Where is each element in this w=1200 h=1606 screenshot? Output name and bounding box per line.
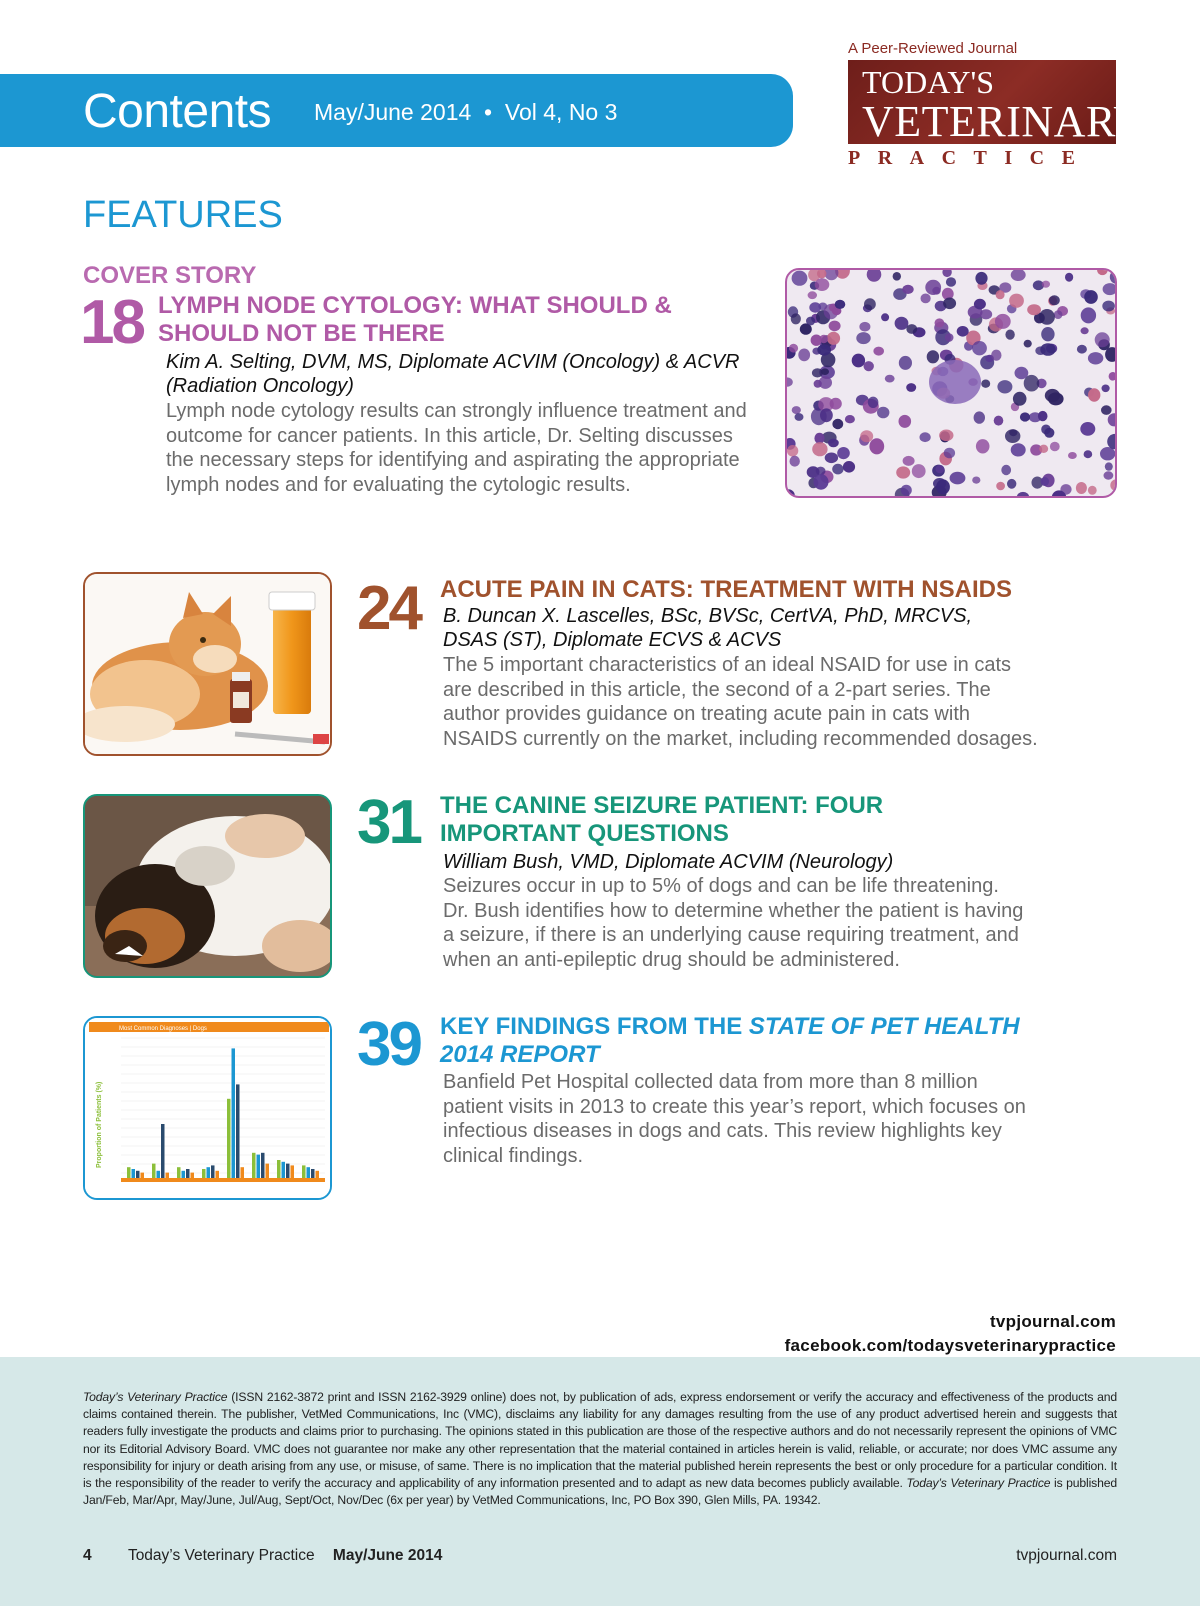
article-description: [166, 399, 747, 497]
thumb-bar: [277, 1160, 281, 1178]
cell-shape: [821, 368, 829, 375]
cell-shape: [1039, 445, 1048, 453]
cell-shape: [921, 294, 931, 304]
cell-shape: [1024, 340, 1032, 348]
cell-shape: [864, 298, 876, 310]
desc-line: NSAIDS currently on the market, including recommended dosages.: [443, 727, 1038, 750]
cell-shape: [1009, 294, 1024, 308]
peer-reviewed-label: A Peer-Reviewed Journal: [848, 40, 1018, 57]
cell-shape: [896, 466, 910, 478]
desc-line: patient visits in 2013 to create this year’s report, which focuses on: [443, 1095, 1026, 1118]
cell-shape: [820, 335, 829, 343]
cell-shape: [944, 448, 955, 459]
footer-journal: Today’s Veterinary Practice: [127, 1547, 315, 1564]
cell-shape: [1109, 372, 1117, 381]
cell-shape: [1011, 443, 1026, 456]
thumb-bar: [207, 1167, 211, 1178]
cell-shape: [995, 314, 1011, 329]
cell-shape: [869, 438, 884, 454]
article-title-line: THE CANINE SEIZURE PATIENT: FOUR: [440, 792, 884, 819]
cell-shape: [976, 439, 990, 453]
cell-shape: [945, 333, 954, 342]
cell-shape: [795, 413, 804, 421]
cell-shape: [837, 447, 850, 459]
cell-shape: [1103, 283, 1117, 295]
logo-line-practice: PRACTICE: [848, 147, 1093, 169]
dog-seizure-image: [83, 794, 332, 978]
desc-line: lymph nodes and for evaluating the cytologic results.: [166, 473, 631, 496]
thumb-bar: [232, 1048, 236, 1178]
thumb-bar: [191, 1173, 195, 1178]
cat-illustration: [85, 574, 332, 756]
thumb-bar: [261, 1153, 265, 1178]
cell-shape: [895, 317, 909, 330]
article-author: [443, 850, 893, 874]
logo-line-todays: TODAY'S: [862, 64, 995, 100]
cat-medication-image: [83, 572, 332, 756]
thumb-bar: [282, 1162, 286, 1178]
author-line: Kim A. Selting, DVM, MS, Diplomate ACVIM (Oncology) & ACVR: [166, 351, 740, 373]
cell-shape: [936, 465, 945, 473]
cell-shape: [856, 332, 870, 344]
cell-shape: [902, 285, 913, 294]
desc-line: Banfield Pet Hospital collected data from more than 8 million: [443, 1071, 978, 1093]
cell-shape: [933, 478, 946, 489]
cell-shape: [1017, 492, 1029, 498]
disclaimer-text: [83, 1389, 1117, 1509]
cell-shape: [906, 383, 916, 392]
cell-shape: [1027, 304, 1041, 315]
cell-shape: [906, 324, 917, 334]
cell-shape: [1040, 343, 1055, 356]
cell-shape: [787, 489, 795, 498]
page-footer: [83, 1547, 1117, 1565]
thumbnail-bar-chart: [85, 1018, 332, 1200]
article-title[interactable]: [440, 1013, 1020, 1069]
cell-shape: [957, 326, 969, 337]
cell-shape: [1050, 442, 1060, 451]
thumb-bar: [166, 1173, 170, 1178]
footer-site[interactable]: tvpjournal.com: [1016, 1547, 1117, 1564]
cell-shape: [843, 461, 855, 473]
desc-line: the necessary steps for identifying and aspirating the appropriate: [166, 449, 740, 471]
cell-shape: [885, 375, 895, 383]
article-page-number: 31: [357, 788, 420, 857]
cell-shape: [829, 321, 841, 332]
cell-shape: [972, 341, 987, 355]
cell-shape: [792, 406, 801, 414]
website-link[interactable]: tvpjournal.com: [989, 1312, 1116, 1331]
thumb-chart-title: Most Common Diagnoses | Dogs: [119, 1026, 207, 1032]
cell-shape: [835, 300, 846, 309]
cell-shape: [825, 453, 838, 464]
cell-shape: [997, 380, 1012, 393]
cell-shape: [1080, 422, 1095, 436]
cell-shape: [819, 376, 832, 389]
cell-shape: [943, 298, 956, 310]
cell-shape: [920, 432, 931, 442]
cell-shape: [1068, 452, 1077, 459]
thumb-bar: [236, 1084, 240, 1178]
cell-shape: [974, 411, 985, 423]
cytology-image: [785, 268, 1117, 498]
cell-shape: [1088, 486, 1097, 495]
cell-shape: [867, 270, 882, 282]
cell-shape: [1042, 281, 1050, 288]
cell-shape: [1039, 309, 1055, 325]
cell-shape: [903, 456, 915, 466]
cell-shape: [1065, 273, 1073, 282]
article-description: [443, 1070, 1026, 1168]
desc-line: a seizure, if there is an underlying cause requiring treatment, and: [443, 924, 1019, 946]
cell-shape: [974, 299, 986, 310]
cell-shape: [981, 380, 990, 388]
thumb-bar: [202, 1169, 206, 1178]
article-description: [443, 653, 1038, 751]
thumb-bar: [157, 1171, 161, 1178]
cell-shape: [832, 464, 843, 475]
cell-shape: [994, 416, 1004, 426]
cell-shape: [1084, 450, 1093, 458]
thumb-bar: [141, 1173, 145, 1178]
desc-line: infectious diseases in dogs and cats. This review highlights key: [443, 1120, 1002, 1142]
article-title[interactable]: [440, 576, 1012, 604]
cell-shape: [1049, 295, 1060, 305]
thumb-bar: [252, 1153, 256, 1178]
cell-shape: [792, 271, 808, 286]
article-author: [166, 350, 740, 398]
cell-shape: [950, 472, 966, 485]
cell-shape: [1110, 270, 1117, 284]
features-heading: FEATURES: [83, 194, 283, 236]
cell-shape: [815, 278, 830, 291]
author-line: William Bush, VMD, Diplomate ACVIM (Neurology): [443, 851, 894, 873]
dog-illustration: [85, 796, 332, 978]
footer-page-number: 4: [83, 1547, 92, 1564]
cell-shape: [1041, 425, 1051, 435]
cell-shape: [1011, 270, 1026, 281]
cell-shape: [852, 354, 865, 368]
cell-shape: [1041, 327, 1054, 341]
article-page-number: 39: [357, 1010, 420, 1079]
cell-shape: [1104, 471, 1114, 479]
cell-shape: [1101, 405, 1112, 415]
cell-shape: [827, 332, 840, 345]
large-cell-shape: [929, 360, 981, 404]
cell-shape: [824, 270, 838, 280]
issue-info: May/June 2014 • Vol 4, No 3: [314, 99, 618, 125]
cell-shape: [868, 397, 879, 408]
web-links: [785, 1310, 1116, 1358]
thumb-bar: [302, 1165, 306, 1178]
article-title-line: [440, 1013, 1020, 1041]
cell-shape: [877, 407, 889, 419]
facebook-link[interactable]: facebook.com/todaysveterinarypractice: [784, 1336, 1116, 1355]
desc-line: Seizures occur in up to 5% of dogs and can be life threatening.: [443, 875, 999, 897]
thumb-bar: [311, 1169, 315, 1178]
cell-shape: [1102, 301, 1115, 312]
cell-shape: [881, 313, 889, 321]
cell-shape: [828, 439, 839, 448]
footer-issue: May/June 2014: [332, 1547, 443, 1564]
cell-shape: [899, 356, 912, 370]
thumb-bar: [186, 1169, 190, 1178]
article-description: [443, 874, 1023, 972]
desc-line: clinical findings.: [443, 1144, 584, 1167]
thumb-bar: [182, 1171, 186, 1178]
cell-shape: [1077, 345, 1087, 354]
cell-shape: [860, 430, 873, 442]
cell-shape: [814, 474, 829, 490]
article-title-line: LYMPH NODE CYTOLOGY: WHAT SHOULD &: [158, 292, 672, 319]
thumb-bar: [132, 1169, 136, 1178]
cell-shape: [1095, 332, 1110, 347]
thumb-bar: [177, 1167, 181, 1178]
cell-shape: [873, 347, 884, 356]
cell-shape: [1105, 462, 1113, 470]
disclaimer-body: is published Jan/Feb, Mar/Apr, May/June, Jul/Aug, Sept/Oct, Nov/Dec (6x per year) by VetMed Communications, Inc, PO Box 390, Glen Mills, PA. 19342.: [83, 1476, 1117, 1508]
thumb-bar: [227, 1099, 231, 1178]
thumb-bar: [257, 1155, 261, 1178]
cell-shape: [893, 272, 901, 281]
cell-shape: [1110, 479, 1117, 491]
journal-logo: [848, 60, 1146, 146]
thumb-chart-ylabel: Proportion of Patients (%): [96, 1081, 103, 1168]
article-page-number: 24: [357, 574, 420, 643]
diagnoses-chart-image: [83, 1016, 332, 1200]
thumb-bar: [127, 1167, 131, 1178]
desc-line: when an anti-epileptic drug should be administered.: [443, 948, 900, 971]
logo-line-veterinary: VETERINARY: [862, 97, 1146, 146]
author-line: B. Duncan X. Lascelles, BSc, BVSc, CertVA, PhD, MRCVS,: [443, 605, 973, 627]
thumb-bar: [307, 1167, 311, 1178]
thumb-bar: [241, 1167, 245, 1178]
desc-line: outcome for cancer patients. In this article, Dr. Selting discusses: [166, 424, 733, 447]
thumb-bar: [216, 1171, 220, 1178]
desc-line: are described in this article, the second of a 2-part series. The: [443, 678, 991, 701]
desc-line: Dr. Bush identifies how to determine whether the patient is having: [443, 899, 1024, 922]
cell-shape: [832, 419, 843, 429]
journal-name-italic: Today’s Veterinary Practice: [906, 1476, 1051, 1491]
cell-shape: [1041, 477, 1050, 486]
cell-shape: [816, 467, 826, 476]
cell-shape: [806, 317, 815, 326]
cell-shape: [1015, 367, 1029, 379]
cell-shape: [899, 415, 912, 428]
title-part: KEY FINDINGS FROM THE: [440, 1013, 749, 1040]
cell-shape: [1088, 352, 1103, 364]
cell-shape: [991, 350, 1001, 361]
cell-shape: [1076, 482, 1087, 494]
cell-shape: [817, 344, 831, 355]
cell-shape: [845, 415, 855, 423]
disclaimer-body: (ISSN 2162-3872 print and ISSN 2162-3929 online) does not, by publication of ads, express endorsement or verify the accuracy and effectiveness of the products and claims contained therein. The publisher, VetMed Communications, Inc (VMC), disclaims any liability for any damages resulting from the use of any product advertised herein and suggests that readers fully investigate the products and claims prior to purchasing. The opinions stated in this publication are those of the respective authors and do not necessarily represent the opinions of VMC nor its Editorial Advisory Board. VMC does not guarantee nor make any other representation that the material contained in articles herein is valid, reliable, or accurate; nor does VMC assume any responsibility for injury or death arising from any use, or misuse, of same. There is no implication that the material published herein represents the best or only procedure for a particular condition. It is the responsibility of the reader to verify the accuracy and applicability of any information presented and to adapt as new data becomes publicly available.: [83, 1390, 1117, 1491]
cell-shape: [808, 291, 817, 299]
cell-shape: [820, 408, 833, 422]
desc-line: The 5 important characteristics of an ideal NSAID for use in cats: [443, 654, 1012, 676]
cell-shape: [1097, 270, 1108, 275]
cell-shape: [939, 430, 953, 442]
cell-shape: [1084, 290, 1098, 304]
cell-shape: [1088, 388, 1100, 401]
cell-shape: [1038, 411, 1048, 421]
cover-story-label: COVER STORY: [83, 262, 257, 289]
thumb-bar: [152, 1164, 156, 1178]
cell-shape: [798, 349, 810, 362]
cell-shape: [946, 277, 956, 287]
cell-shape: [1020, 412, 1030, 421]
cell-shape: [787, 445, 798, 457]
cell-shape: [1108, 413, 1117, 426]
article-page-number: 18: [80, 288, 143, 357]
page-title: Contents: [83, 85, 272, 138]
cell-shape: [1107, 434, 1117, 449]
cell-shape: [996, 482, 1005, 491]
cell-shape: [859, 322, 870, 332]
cell-shape: [1001, 465, 1011, 475]
cell-shape: [901, 485, 912, 496]
article-author: [443, 604, 972, 652]
journal-name-italic: Today’s Veterinary Practice: [83, 1390, 228, 1404]
cell-shape: [1081, 307, 1096, 323]
cell-shape: [927, 350, 939, 363]
article-title[interactable]: [158, 292, 672, 348]
cytology-cells-drawing: [787, 270, 1117, 498]
cell-shape: [972, 477, 980, 484]
cell-shape: [1005, 330, 1014, 340]
cell-shape: [980, 309, 992, 319]
cell-shape: [935, 318, 945, 327]
cell-shape: [789, 344, 798, 353]
cell-shape: [791, 313, 801, 324]
cell-shape: [996, 290, 1005, 299]
thumb-bar: [266, 1164, 270, 1178]
cell-shape: [1081, 327, 1089, 334]
cell-shape: [1007, 479, 1016, 489]
title-part-italic: STATE OF PET HEALTH: [748, 1013, 1020, 1040]
cell-shape: [1054, 310, 1063, 319]
cell-shape: [925, 280, 941, 295]
desc-line: author provides guidance on treating acute pain in cats with: [443, 703, 971, 725]
cell-shape: [912, 464, 926, 478]
cell-shape: [1005, 429, 1020, 443]
cell-shape: [1013, 392, 1027, 406]
cell-shape: [864, 361, 874, 371]
author-line: DSAS (ST), Diplomate ECVS & ACVS: [443, 629, 782, 651]
desc-line: Lymph node cytology results can strongly influence treatment and: [166, 400, 747, 422]
cell-shape: [975, 272, 987, 285]
thumb-bar: [316, 1171, 320, 1178]
cell-shape: [812, 442, 827, 456]
cell-shape: [942, 270, 951, 277]
cell-shape: [1045, 389, 1060, 402]
cell-shape: [787, 377, 793, 386]
article-title-line: SHOULD NOT BE THERE: [158, 320, 445, 347]
cell-shape: [1102, 385, 1110, 393]
article-title-line: 2014 REPORT: [440, 1041, 600, 1068]
article-title-line: ACUTE PAIN IN CATS: TREATMENT WITH NSAIDS: [440, 576, 1012, 603]
author-line: (Radiation Oncology): [166, 375, 354, 397]
thumb-bar: [211, 1165, 215, 1178]
cell-shape: [790, 456, 800, 467]
thumb-bar: [291, 1165, 295, 1178]
article-title-line: IMPORTANT QUESTIONS: [440, 820, 729, 847]
thumb-bar: [161, 1124, 165, 1178]
thumb-bar: [136, 1171, 140, 1178]
thumb-bar: [286, 1164, 290, 1178]
article-title[interactable]: [440, 792, 883, 848]
